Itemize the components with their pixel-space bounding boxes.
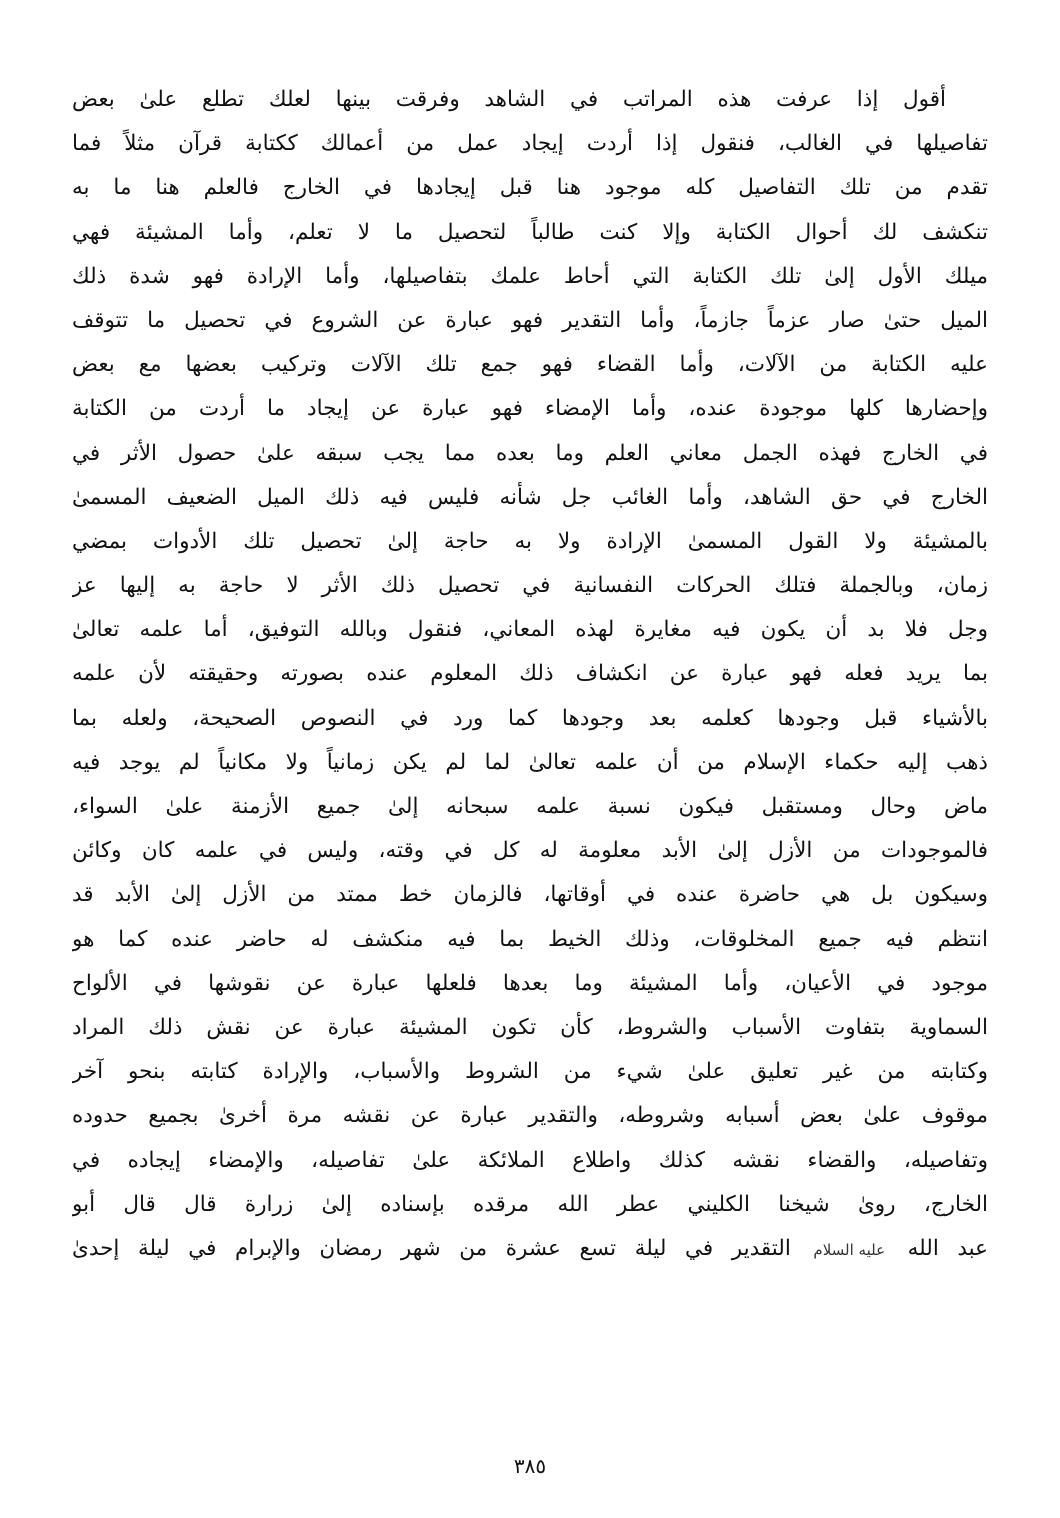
text-line: ماض وحال ومستقبل فيكون نسبة علمه سبحانه إلىٰ جميع الأزمنة علىٰ السواء، xyxy=(72,794,988,819)
text-line: الميل حتىٰ صار عزماً جازماً، وأما التقدير فهو عبارة عن الشروع في تحصيل ما تتوقف xyxy=(72,307,988,333)
text-line: أقول إذا عرفت هذه المراتب في الشاهد وفرقت بينها لعلك تطلع علىٰ بعض xyxy=(72,87,946,112)
text-line: انتظم فيه جميع المخلوقات، وذلك الخيط بما فيه منكشف له حاضر عنده كما هو xyxy=(72,926,988,952)
last-line-start: عبد الله xyxy=(907,1235,988,1261)
text-line: فالموجودات من الأزل إلىٰ الأبد معلومة له كل في وقته، وليس في علمه كان وكائن xyxy=(72,838,988,864)
text-line: في الخارج فهذه الجمل معاني العلم وما بعده مما يجب سبقه علىٰ حصول الأثر في xyxy=(72,440,988,466)
text-line: تنكشف لك أحوال الكتابة وإلا كنت طالباً لتحصيل ما لا تعلم، وأما المشيئة فهي xyxy=(72,219,988,245)
text-line: السماوية بتفاوت الأسباب والشروط، كأن تكون المشيئة عبارة عن نقش ذلك المراد xyxy=(72,1014,988,1040)
body-text xyxy=(72,78,988,1271)
text-line: عليه الكتابة من الآلات، وأما القضاء فهو جمع تلك الآلات وتركيب بعضها مع بعض xyxy=(72,352,988,378)
last-line-end: التقدير في ليلة تسع عشرة من شهر رمضان والإبرام في ليلة إحدىٰ xyxy=(72,1235,791,1261)
text-line: بما يريد فعله فهو عبارة عن انكشاف ذلك المعلوم عنده بصورته وحقيقته لأن علمه xyxy=(72,661,988,687)
text-line: موقوف علىٰ بعض أسبابه وشروطه، والتقدير عبارة عن نقشه مرة أخرىٰ بجميع حدوده xyxy=(72,1103,988,1129)
text-line: تقدم من تلك التفاصيل كله موجود هنا قبل إيجادها في الخارج فالعلم هنا ما به xyxy=(72,175,988,201)
text-line-last xyxy=(72,1227,988,1271)
text-line: الخارج في حق الشاهد، وأما الغائب جل شأنه فليس فيه ذلك الميل الضعيف المسمىٰ xyxy=(72,484,988,510)
text-line: ميلك الأول إلىٰ تلك الكتابة التي أحاط علمك بتفاصيلها، وأما الإرادة فهو شدة ذلك xyxy=(72,263,988,289)
salutation-seal: عليه السلام xyxy=(813,1240,886,1259)
text-line: وكتابته من غير تعليق علىٰ شيء من الشروط والأسباب، والإرادة كتابته بنحو آخر xyxy=(72,1059,988,1085)
page-number: ٣٨٥ xyxy=(513,1454,547,1478)
text-line: وإحضارها كلها موجودة عنده، وأما الإمضاء فهو عبارة عن إيجاد ما أردت من الكتابة xyxy=(72,396,988,422)
text-line: زمان، وبالجملة فتلك الحركات النفسانية في تحصيل ذلك الأثر لا حاجة به إليها عز xyxy=(72,573,988,599)
text-line: موجود في الأعيان، وأما المشيئة وما بعدها فلعلها عبارة عن نقوشها في الألواح xyxy=(72,970,988,996)
text-line: ذهب إليه حكماء الإسلام من أن علمه تعالىٰ لما لم يكن زمانياً ولا مكانياً لم يوجد فيه xyxy=(72,749,988,775)
text-line: الخارج، روىٰ شيخنا الكليني عطر الله مرقده بإسناده إلىٰ زرارة قال قال أبو xyxy=(72,1191,988,1217)
text-line: تفاصيلها في الغالب، فنقول إذا أردت إيجاد عمل من أعمالك ككتابة قرآن مثلاً فما xyxy=(72,131,988,157)
text-line: وتفاصيله، والقضاء نقشه كذلك واطلاع الملائكة علىٰ تفاصيله، والإمضاء إيجاده في xyxy=(72,1147,988,1173)
text-line: بالمشيئة ولا القول المسمىٰ الإرادة ولا به حاجة إلىٰ تحصيل تلك الأدوات بمضي xyxy=(72,528,988,554)
text-line: وسيكون بل هي حاضرة عنده في أوقاتها، فالزمان خط ممتد من الأزل إلىٰ الأبد قد xyxy=(72,882,988,908)
text-line: وجل فلا بد أن يكون فيه مغايرة لهذه المعاني، فنقول وبالله التوفيق، أما علمه تعالىٰ xyxy=(72,617,988,643)
text-line: بالأشياء قبل وجودها كعلمه بعد وجودها كما ورد في النصوص الصحيحة، ولعله بما xyxy=(72,705,988,731)
